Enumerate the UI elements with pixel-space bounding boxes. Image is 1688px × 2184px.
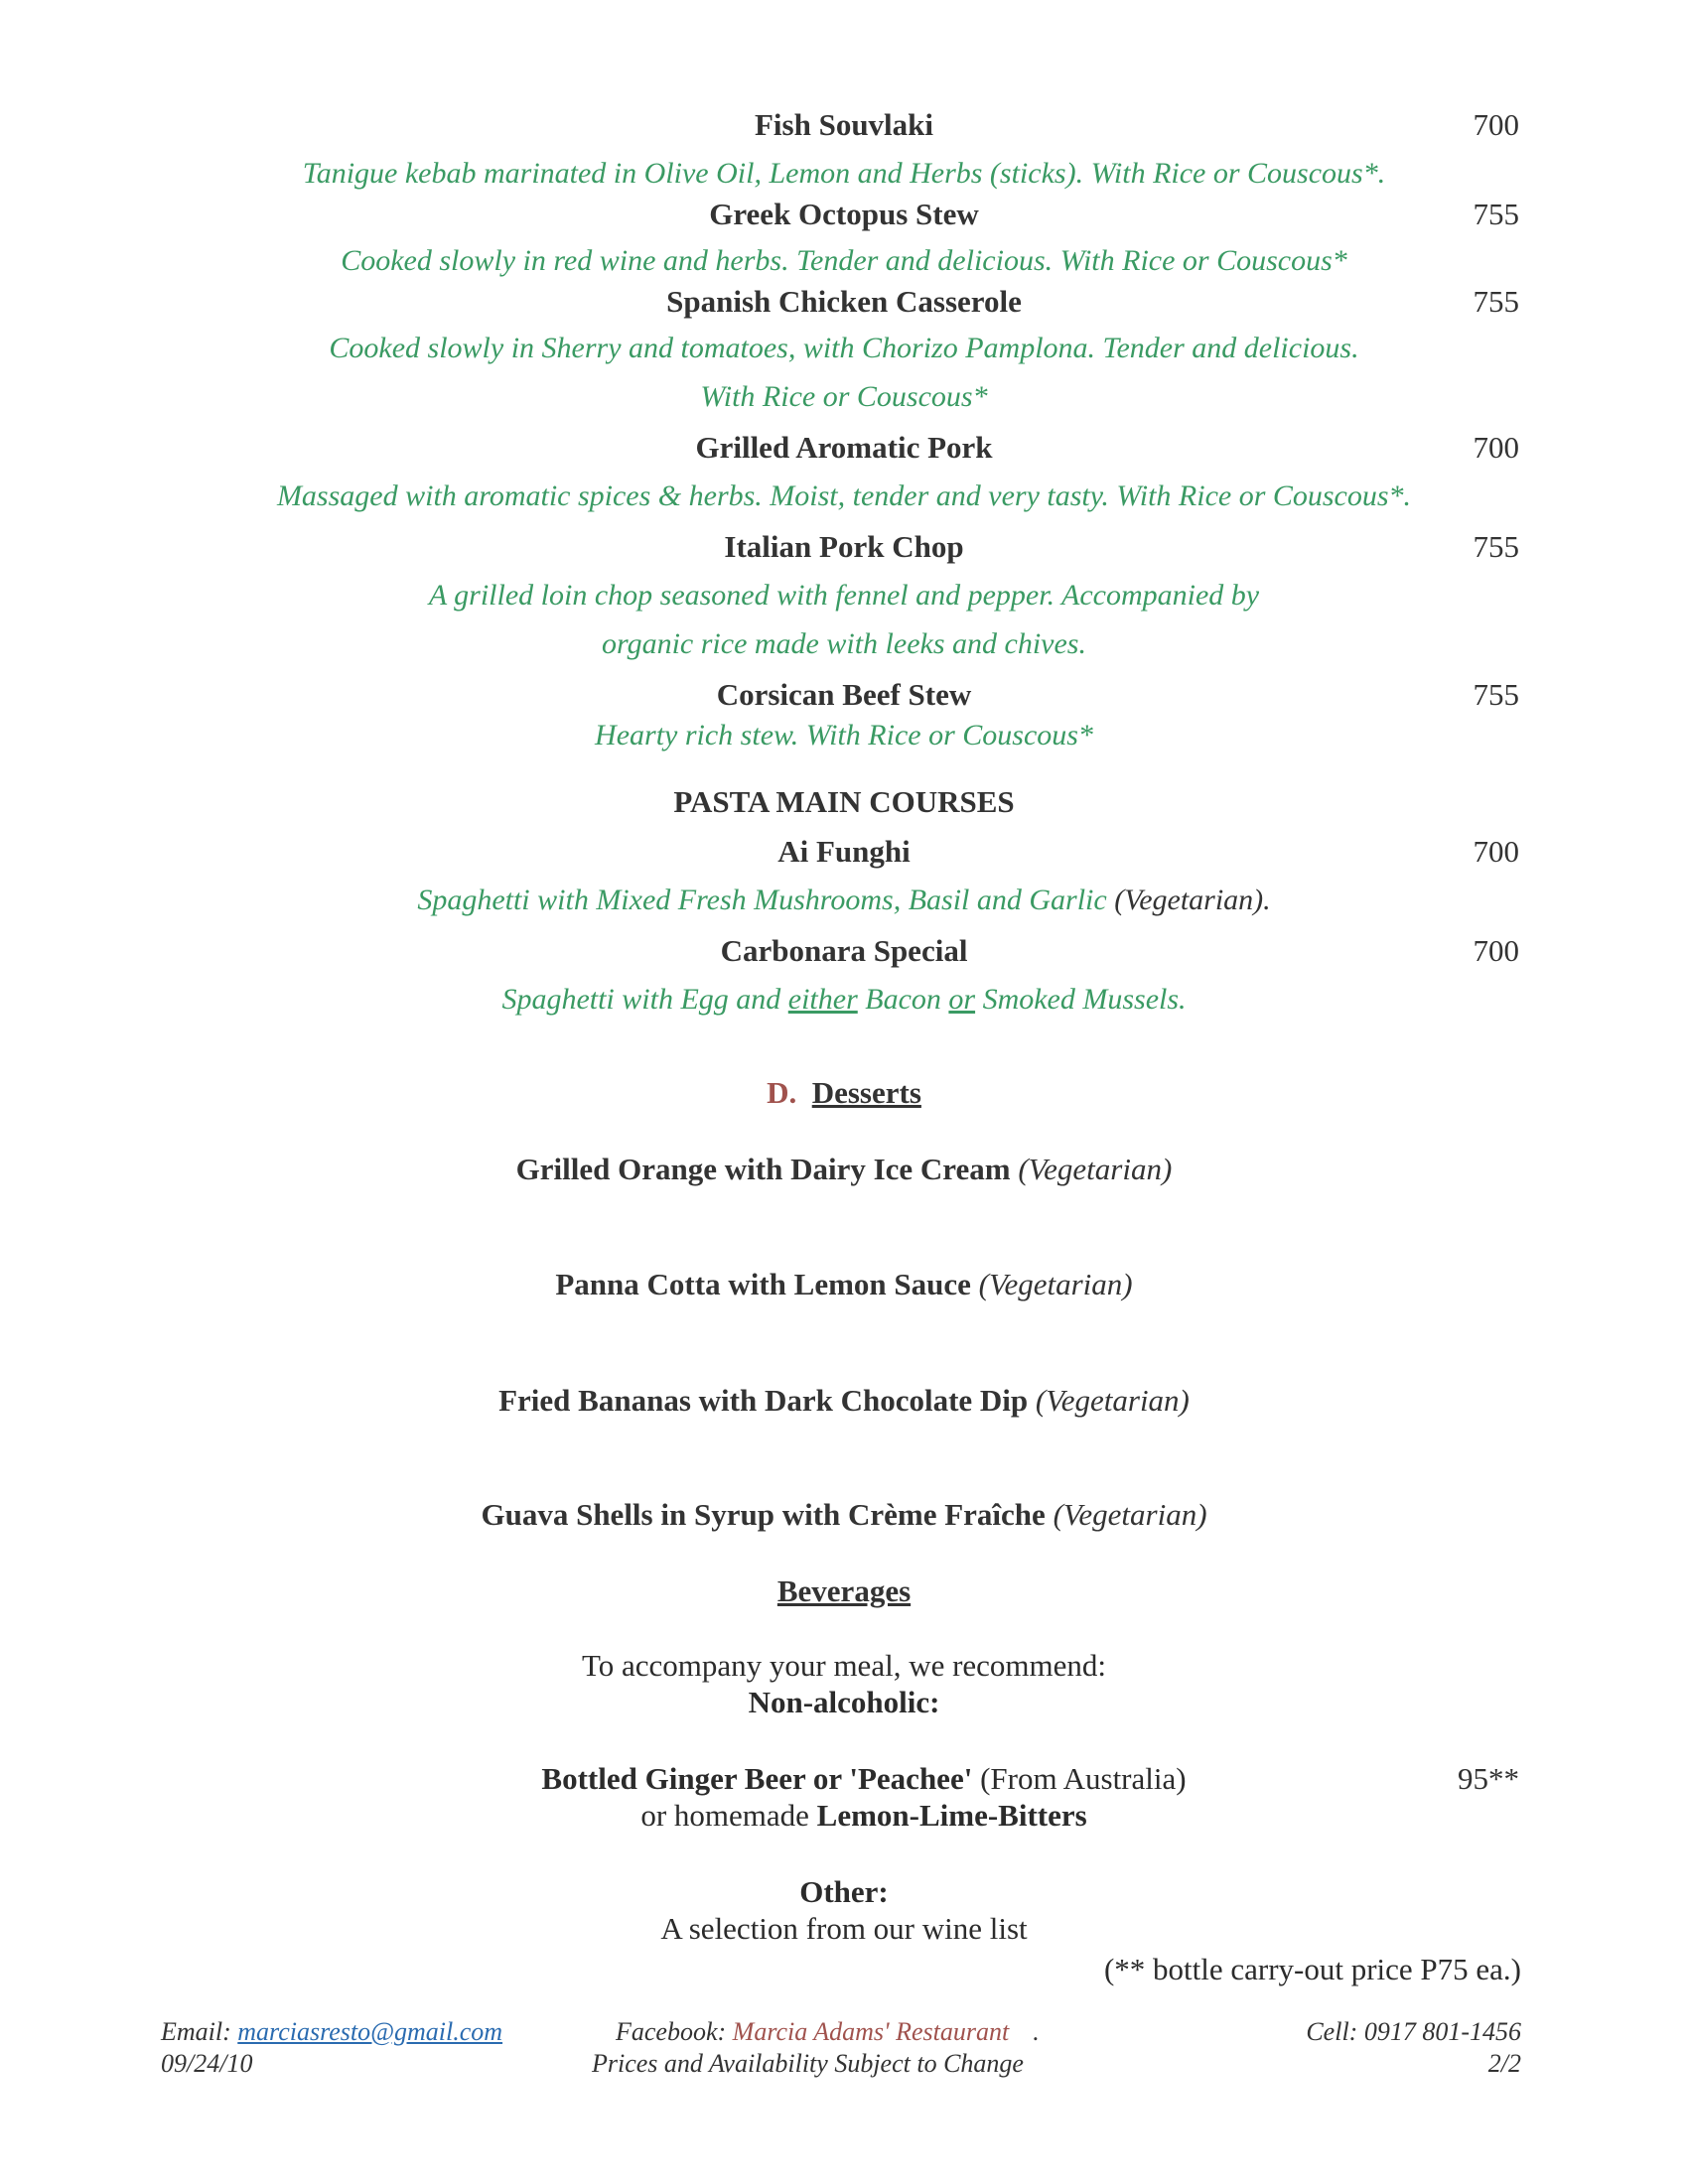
beverage-prefix: or homemade [640,1798,817,1833]
dessert-name: Grilled Orange with Dairy Ice Cream [515,1152,1011,1186]
dish-price: 700 [1473,834,1519,869]
section-heading-desserts [0,1075,1688,1111]
other-text: A selection from our wine list [660,1911,1028,1946]
other-label: Other: [799,1874,889,1909]
desc-emphasis: or [948,983,976,1016]
beverage-name: Bottled Ginger Beer or 'Peachee' [541,1761,973,1796]
carryout-note: (** bottle carry-out price P75 ea.) [1103,1952,1521,1986]
dish-description: Massaged with aromatic spices & herbs. Moist, tender and very tasty. With Rice or Couscous*. [276,479,1412,512]
facebook-link[interactable]: Marcia Adams' Restaurant [732,2017,1010,2046]
dish-description: organic rice made with leeks and chives. [602,627,1086,660]
dessert-name: Panna Cotta with Lemon Sauce [555,1267,971,1301]
dessert-item [0,1497,1688,1533]
facebook-label: Facebook: [616,2017,733,2046]
dish-price: 755 [1473,197,1519,231]
dish-description: Tanigue kebab marinated in Olive Oil, Lemon and Herbs (sticks). With Rice or Couscous*. [302,157,1386,190]
footer-date: 09/24/10 [161,2049,253,2078]
dish-description: A grilled loin chop seasoned with fennel and pepper. Accompanied by [428,579,1260,612]
footer-cell: Cell: 0917 801-1456 [1306,2017,1521,2046]
dish-title: Corsican Beef Stew [716,677,972,712]
dish-description: Cooked slowly in red wine and herbs. Tender and delicious. With Rice or Couscous* [341,244,1347,277]
dish-description: Cooked slowly in Sherry and tomatoes, with Chorizo Pamplona. Tender and delicious. [329,332,1359,364]
dessert-name: Fried Bananas with Dark Chocolate Dip [498,1383,1029,1418]
dish-price: 700 [1473,107,1519,142]
dish-title: Spanish Chicken Casserole [666,284,1022,319]
footer-email [161,2017,502,2047]
beverage-item [0,1798,1688,1834]
email-label: Email: [161,2017,238,2046]
desc-emphasis: either [787,983,858,1016]
facebook-dot: . [1033,2017,1040,2046]
dessert-name: Guava Shells in Syrup with Crème Fraîche [481,1497,1046,1532]
dish-title: Italian Pork Chop [724,529,964,564]
dish-description [0,884,1688,917]
desc-part: Bacon [857,983,949,1016]
dish-title: Carbonara Special [720,933,968,968]
dish-description: With Rice or Couscous* [700,380,988,413]
email-link[interactable]: marciasresto@gmail.com [237,2017,503,2046]
dish-description-text: Spaghetti with Mixed Fresh Mushrooms, Basil and Garlic [417,884,1107,916]
vegetarian-note: (Vegetarian) [1035,1383,1190,1418]
beverage-name: Lemon-Lime-Bitters [816,1798,1087,1833]
dish-title: Greek Octopus Stew [709,197,979,231]
footer-page-number: 2/2 [1487,2049,1521,2078]
nonalcoholic-label: Non-alcoholic: [748,1685,940,1719]
dish-title: Ai Funghi [777,834,911,869]
dish-price: 700 [1473,430,1519,465]
dish-price: 755 [1473,284,1519,319]
dessert-item [0,1152,1688,1187]
dish-description: Hearty rich stew. With Rice or Couscous* [595,719,1093,751]
section-letter: D. [767,1075,797,1110]
desc-part: Smoked Mussels. [975,983,1187,1016]
dessert-item [0,1383,1688,1419]
dish-price: 700 [1473,933,1519,968]
section-heading-beverages: Beverages [776,1573,912,1608]
beverage-origin: (From Australia) [972,1761,1187,1796]
beverage-price: 95** [1458,1761,1519,1796]
footer-prices-note: Prices and Availability Subject to Change [592,2049,1024,2078]
section-heading-pasta: PASTA MAIN COURSES [673,784,1015,819]
desc-part: Spaghetti with Egg and [501,983,788,1016]
beverages-intro: To accompany your meal, we recommend: [581,1648,1107,1683]
footer-facebook [616,2017,1040,2047]
dish-title: Grilled Aromatic Pork [695,430,993,465]
dish-description [0,983,1688,1017]
vegetarian-note: (Vegetarian) [1053,1497,1207,1532]
desserts-heading: Desserts [811,1075,921,1110]
vegetarian-note: (Vegetarian) [978,1267,1133,1301]
vegetarian-note: (Vegetarian) [1018,1152,1173,1186]
dish-price: 755 [1473,677,1519,712]
dish-title: Fish Souvlaki [754,107,934,142]
vegetarian-note: (Vegetarian). [1114,884,1271,916]
dessert-item [0,1267,1688,1302]
dish-price: 755 [1473,529,1519,564]
